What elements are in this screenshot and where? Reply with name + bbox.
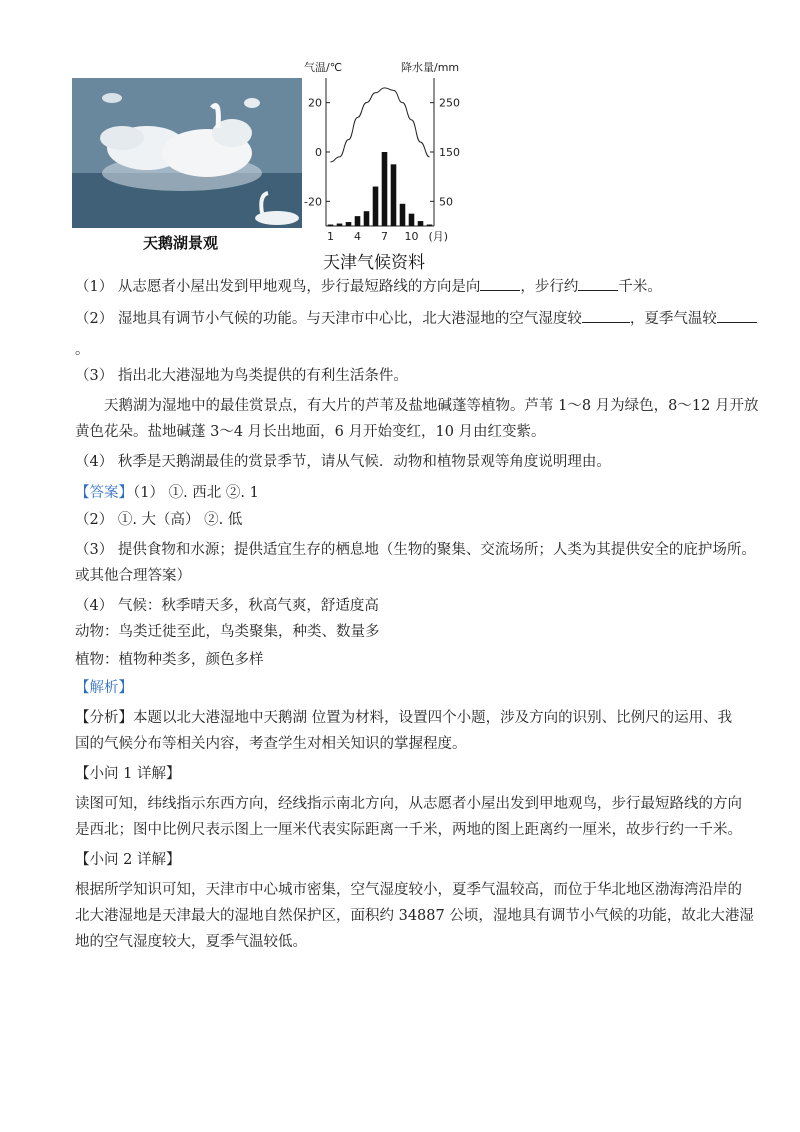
swan-illustration [72, 78, 302, 228]
explanation-1-line-1: 读图可知，纬线指示东西方向，经线指示南北方向，从志愿者小屋出发到甲地观鸟，步行最短路线的方向 [75, 796, 742, 812]
precip-axis-label: 降水量/mm [401, 61, 460, 74]
photo-caption: 天鹅湖景观 [143, 234, 219, 252]
material-line-2: 黄色花朵。盐地碱蓬 3～4 月长出地面，6 月开始变红，10 月由红变紫。 [75, 424, 546, 440]
question-2-tail: 。 [75, 342, 90, 358]
temp-tick-label: -20 [304, 195, 322, 209]
analysis-label: 【解析】 [75, 680, 133, 696]
subquestion-1-heading: 【小问 1 详解】 [75, 766, 181, 782]
precip-bar [346, 222, 352, 226]
temp-axis-label: 气温/℃ [304, 61, 343, 74]
precip-bar [391, 164, 397, 226]
climate-chart [296, 56, 476, 246]
explanation-2-line-3: 地的空气湿度较大，夏季气温较低。 [75, 934, 307, 950]
answer-4-climate: （4） 气候：秋季晴天多，秋高气爽，舒适度高 [75, 598, 379, 614]
question-4: （4） 秋季是天鹅湖最佳的赏景季节，请从气候．动物和植物景观等角度说明理由。 [75, 454, 611, 470]
precip-bar [427, 225, 433, 226]
precip-bar [328, 225, 334, 226]
precip-bar [355, 216, 361, 226]
precip-bar [337, 224, 343, 226]
temperature-curve [331, 88, 430, 162]
precip-tick-label: 50 [439, 195, 453, 209]
swan-lake-photo [72, 78, 302, 228]
temp-tick-label: 0 [315, 146, 322, 159]
precip-bar [400, 204, 406, 226]
material-line-1: 天鹅湖为湿地中的最佳赏景点，有大片的芦苇及盐地碱蓬等植物。芦苇 1～8 月为绿色，8～12 月开放 [104, 398, 759, 414]
x-tick-label: 1 [327, 230, 334, 243]
chart-caption: 天津气候资料 [323, 253, 425, 273]
temp-tick-label: 20 [308, 96, 322, 110]
question-2: （2） 湿地具有调节小气候的功能。与天津市中心比，北大港湿地的空气湿度较 ，夏季气温较 [75, 308, 757, 329]
explanation-2-line-2: 北大港湿地是天津最大的湿地自然保护区，面积约 34887 公顷，湿地具有调节小气候的功能，故北大港湿 [75, 908, 754, 924]
x-tick-label: 4 [354, 230, 361, 243]
precip-bar [373, 187, 379, 226]
precip-tick-label: 150 [439, 146, 460, 159]
answer-3-line-2: 或其他合理答案） [75, 568, 191, 584]
x-tick-label: 7 [381, 230, 388, 243]
question-1: （1） 从志愿者小屋出发到甲地观鸟，步行最短路线的方向是向 ，步行约 千米。 [75, 276, 662, 297]
analysis-line-1: 【分析】本题以北大港湿地中天鹅湖 位置为材料，设置四个小题，涉及方向的识别、比例尺的运用、我 [75, 710, 733, 726]
x-unit-label: (月) [428, 230, 449, 243]
precip-tick-label: 250 [439, 96, 460, 110]
precip-bar [418, 221, 424, 226]
precip-bar [409, 214, 415, 226]
answer-blank[interactable] [480, 276, 520, 291]
answer-4-plants: 植物：植物种类多，颜色多样 [75, 652, 264, 668]
answer-blank[interactable] [582, 308, 630, 323]
answer-blank[interactable] [578, 276, 618, 291]
question-3: （3） 指出北大港湿地为鸟类提供的有利生活条件。 [75, 368, 408, 384]
answer-4-animals: 动物：鸟类迁徙至此，鸟类聚集，种类、数量多 [75, 624, 380, 640]
answer-3-line-1: （3） 提供食物和水源；提供适宜生存的栖息地（生物的聚集、交流场所；人类为其提供安全的庇护场所。 [75, 542, 756, 558]
precip-bar [364, 211, 370, 226]
explanation-1-line-2: 是西北；图中比例尺表示图上一厘米代表实际距离一千米，两地的图上距离约一厘米，故步行约一千米。 [75, 822, 742, 838]
answer-label: 【答案】 [75, 485, 133, 501]
answer-2: （2） ①. 大（高） ②. 低 [75, 512, 243, 528]
answer-block-1: 【答案】（1） ①. 西北 ②. 1 [75, 485, 259, 501]
subquestion-2-heading: 【小问 2 详解】 [75, 852, 181, 868]
precip-bar [382, 152, 388, 226]
x-tick-label: 10 [404, 230, 419, 243]
explanation-2-line-1: 根据所学知识可知，天津市中心城市密集，空气湿度较小，夏季气温较高，而位于华北地区渤海湾沿岸的 [75, 882, 742, 898]
answer-blank[interactable] [717, 308, 757, 323]
analysis-line-2: 国的气候分布等相关内容，考查学生对相关知识的掌握程度。 [75, 736, 467, 752]
